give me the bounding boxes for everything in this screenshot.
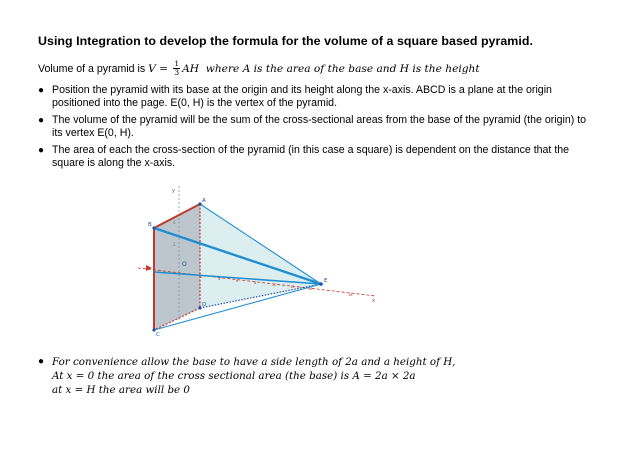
vertex-label-c: C [156, 332, 160, 338]
formula-rhs: AH where A is the area of the base and H is the height [182, 62, 480, 75]
x-tick-label: 16 [348, 293, 353, 297]
volume-formula [38, 60, 480, 77]
bullet-math-text [52, 355, 598, 398]
y-tick-label: 2 [173, 242, 176, 247]
x-tick-label: 2 [200, 275, 203, 279]
bottom-line-2: At x = 0 the area of the cross sectional area (the base) is A = 2a × 2a [52, 370, 416, 383]
bottom-bullet [38, 355, 598, 401]
x-tick-label: 8 [254, 281, 257, 285]
vertex-point-b [152, 226, 155, 229]
vertex-label-a: A [202, 198, 206, 204]
x-tick-label: 4 [218, 277, 221, 281]
vertex-label-b: B [148, 222, 152, 228]
x-axis-label: x [372, 298, 375, 304]
x-tick-label: 6 [236, 279, 239, 283]
bullet-text: The volume of the pyramid will be the sum of the cross-sectional areas from the base of the pyramid (the origin) to its vertex E(0, H). [52, 113, 587, 140]
formula-prefix: Volume of a pyramid is [38, 62, 149, 75]
fraction-numerator: 1 [174, 59, 180, 68]
bullet-icon: ● [38, 114, 45, 126]
x-axis-arrow-icon [146, 265, 152, 271]
fraction-denominator: 3 [174, 68, 180, 77]
bullet-icon: ● [38, 356, 45, 367]
list-item [38, 84, 598, 110]
bullet-text: Position the pyramid with its base at the origin and its height along the x-axis. ABCD is a plane at the origin positioned into the page. E(0, H) is the vertex of the pyramid. [52, 84, 552, 110]
x-tick-label: 14 [308, 287, 313, 291]
list-item [38, 114, 598, 140]
list-item [38, 355, 598, 398]
y-axis-label: y [172, 188, 175, 194]
vertex-label-e: E [324, 278, 328, 284]
y-tick-label: 4 [173, 220, 176, 225]
bottom-line-3: at x = H the area will be 0 [52, 384, 190, 397]
bullet-icon: ● [38, 85, 45, 96]
document-title: Using Integration to develop the formula for the volume of a square based pyramid. [38, 34, 533, 48]
origin-label: O [182, 261, 187, 268]
formula-lhs: V = [148, 62, 172, 75]
bottom-line-1: For convenience allow the base to have a side length of 2a and a height of H, [52, 356, 456, 368]
x-tick-label: 10 [272, 283, 277, 287]
bullet-text: The area of each the cross-section of the pyramid (in this case a square) is dependent on the distance that the square is along the x-axis. [52, 143, 570, 170]
one-third-fraction [173, 60, 180, 77]
vertex-label-d: D [202, 302, 207, 308]
pyramid-diagram [138, 180, 398, 340]
list-item [38, 144, 598, 170]
vertex-point-e [319, 282, 323, 286]
bullet-icon: ● [38, 144, 45, 156]
bullet-list [38, 84, 598, 174]
x-tick-label: 12 [290, 285, 295, 289]
